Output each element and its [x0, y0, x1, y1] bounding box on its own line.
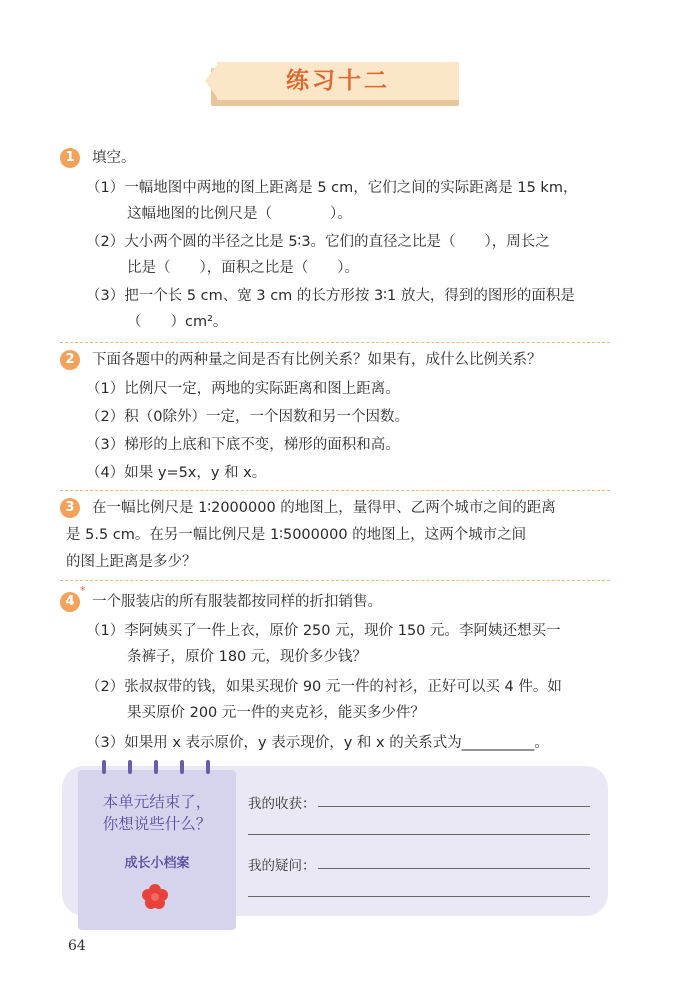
question-stem: 填空。 — [92, 150, 136, 166]
flower-icon — [140, 882, 170, 912]
dashed-divider — [60, 342, 610, 343]
harvest-write-line[interactable] — [248, 834, 590, 835]
question-number-badge: 1 — [60, 148, 80, 168]
question-line: （3）把一个长 5 cm、宽 3 cm 的长方形按 3∶1 放大，得到的图形的面积是 — [86, 288, 575, 304]
question-line: （2）张叔叔带的钱，如果买现价 90 元一件的衬衫，正好可以买 4 件。如 — [86, 679, 562, 695]
question-stem: 一个服装店的所有服装都按同样的折扣销售。 — [92, 594, 382, 610]
question-write-line[interactable] — [318, 868, 590, 869]
dashed-divider — [60, 580, 610, 581]
question-line: （2）积（0除外）一定，一个因数和另一个因数。 — [86, 409, 409, 425]
question-number-badge: 3 — [60, 498, 80, 518]
title-banner — [205, 62, 465, 106]
question-label: 我的疑问： — [248, 858, 316, 874]
notepad-subtitle: 成长小档案 — [124, 856, 190, 871]
harvest-write-line[interactable] — [318, 806, 590, 807]
question-line: （3）梯形的上底和下底不变，梯形的面积和高。 — [86, 437, 400, 453]
question-line: （ ）cm²。 — [127, 314, 228, 330]
notepad-prompt: 你想说些什么？ — [102, 815, 212, 833]
notepad-ring — [154, 760, 158, 774]
notepad-ring — [180, 760, 184, 774]
star-mark: * — [80, 584, 86, 597]
question-line: 比是（ ），面积之比是（ ）。 — [127, 260, 359, 276]
question-number-badge: 4 — [60, 592, 80, 612]
question-line: 这幅地图的比例尺是（ ）。 — [127, 206, 352, 222]
question-line: （2）大小两个圆的半径之比是 5∶3。它们的直径之比是（ ），周长之 — [86, 234, 550, 250]
notepad-ring — [128, 760, 132, 774]
notepad-ring — [102, 760, 106, 774]
question-line: （1）比例尺一定，两地的实际距离和图上距离。 — [86, 381, 400, 397]
question-line: （3）如果用 x 表示原价，y 表示现价，y 和 x 的关系式为__________。 — [86, 735, 549, 751]
notepad-ring — [206, 760, 210, 774]
question-write-line[interactable] — [248, 896, 590, 897]
question-line: （1）李阿姨买了一件上衣，原价 250 元，现价 150 元。李阿姨还想买一 — [86, 623, 561, 639]
question-number-badge: 2 — [60, 350, 80, 370]
question-stem: 下面各题中的两种量之间是否有比例关系？如果有，成什么比例关系？ — [92, 352, 542, 368]
page-number: 64 — [68, 938, 86, 954]
question-line: 的图上距离是多少？ — [66, 554, 197, 570]
question-line: 是 5.5 cm。在另一幅比例尺是 1∶5000000 的地图上，这两个城市之间 — [66, 527, 527, 543]
question-line: 果买原价 200 元一件的夹克衫，能买多少件？ — [127, 705, 425, 721]
harvest-label: 我的收获： — [248, 796, 316, 812]
question-line: 条裤子，原价 180 元，现价多少钱？ — [127, 649, 367, 665]
question-line: （1）一幅地图中两地的图上距离是 5 cm，它们之间的实际距离是 15 km， — [86, 180, 578, 196]
question-line: 在一幅比例尺是 1∶2000000 的地图上，量得甲、乙两个城市之间的距离 — [92, 500, 556, 516]
question-line: （4）如果 y=5x，y 和 x。 — [86, 465, 267, 481]
page-title: 练习十二 — [286, 67, 390, 94]
notepad-prompt: 本单元结束了， — [102, 793, 212, 811]
dashed-divider — [60, 490, 610, 491]
